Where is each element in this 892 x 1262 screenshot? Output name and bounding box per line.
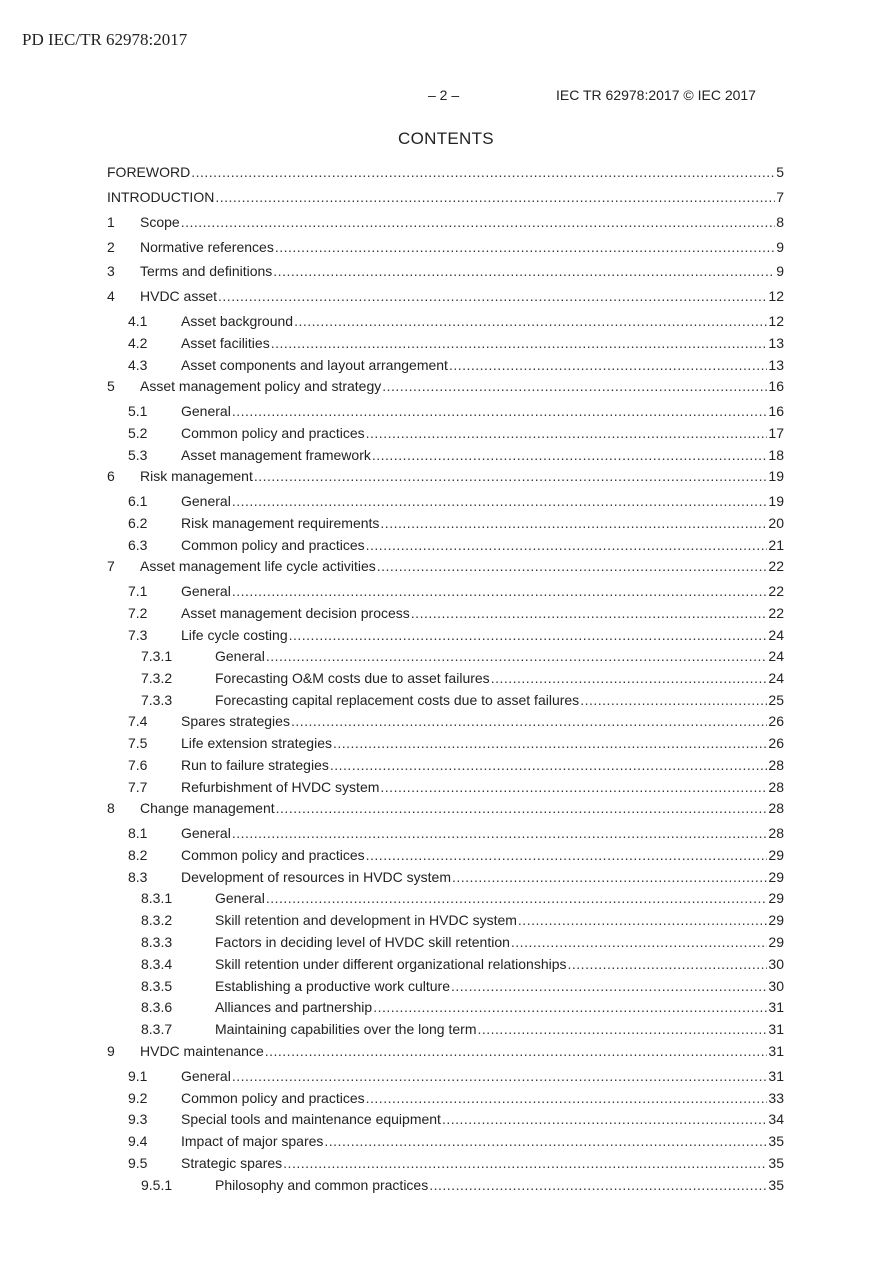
toc-entry-number: 4 — [107, 288, 115, 304]
toc-entry[interactable] — [107, 799, 784, 817]
toc-entry-title: General — [215, 648, 265, 664]
toc-entry-page: 22 — [768, 558, 784, 574]
toc-entry-number: 7.4 — [128, 713, 148, 729]
toc-entry-title: Maintaining capabilities over the long term — [215, 1021, 477, 1037]
toc-entry-title: Alliances and partnership — [215, 999, 373, 1015]
toc-entry-title: General — [215, 890, 265, 906]
toc-entry-title: Asset management framework — [181, 447, 371, 463]
dot-leader — [568, 955, 768, 973]
toc-entry-title: Scope — [140, 214, 180, 230]
toc-entry-page: 29 — [768, 847, 784, 863]
dot-leader — [366, 536, 768, 554]
toc-entry-title: Asset management life cycle activities — [140, 558, 376, 574]
toc-entry[interactable] — [128, 1110, 784, 1128]
toc-entry-page: 29 — [768, 912, 784, 928]
dot-leader — [442, 1110, 767, 1128]
toc-entry[interactable] — [128, 312, 784, 330]
dot-leader — [294, 312, 767, 330]
toc-entry[interactable] — [141, 889, 784, 907]
toc-entry-title: Asset facilities — [181, 335, 270, 351]
toc-entry[interactable] — [107, 377, 784, 395]
toc-entry-page: 5 — [776, 164, 784, 180]
toc-entry-title: General — [181, 493, 231, 509]
toc-entry-number: 8 — [107, 800, 115, 816]
toc-entry[interactable] — [128, 756, 784, 774]
dot-leader — [265, 1042, 768, 1060]
toc-entry-number: 4.3 — [128, 357, 148, 373]
toc-entry-page: 25 — [768, 692, 784, 708]
toc-entry[interactable] — [128, 846, 784, 864]
toc-entry[interactable] — [141, 998, 784, 1016]
dot-leader — [232, 402, 768, 420]
toc-entry-page: 19 — [768, 493, 784, 509]
toc-entry[interactable] — [107, 557, 784, 575]
toc-entry-page: 7 — [776, 189, 784, 205]
dot-leader — [382, 377, 767, 395]
toc-entry-page: 12 — [768, 288, 784, 304]
toc-entry-page: 20 — [768, 515, 784, 531]
toc-entry[interactable] — [141, 669, 784, 687]
toc-entry[interactable] — [128, 626, 784, 644]
toc-entry-number: 5.2 — [128, 425, 148, 441]
toc-entry[interactable] — [128, 824, 784, 842]
toc-entry-number: 7.6 — [128, 757, 148, 773]
toc-entry-page: 29 — [768, 934, 784, 950]
toc-entry-page: 21 — [768, 537, 784, 553]
toc-entry-title: Life cycle costing — [181, 627, 288, 643]
dot-leader — [491, 669, 768, 687]
toc-entry-title: Forecasting O&M costs due to asset failures — [215, 670, 490, 686]
toc-entry[interactable] — [128, 778, 784, 796]
toc-entry-number: 5.1 — [128, 403, 148, 419]
dot-leader — [366, 846, 768, 864]
toc-entry-page: 35 — [768, 1133, 784, 1149]
dot-leader — [380, 514, 767, 532]
dot-leader — [191, 163, 775, 181]
toc-entry-number: 6.2 — [128, 515, 148, 531]
toc-entry-page: 29 — [768, 890, 784, 906]
toc-entry-title: Asset components and layout arrangement — [181, 357, 448, 373]
toc-entry-page: 31 — [768, 999, 784, 1015]
dot-leader — [429, 1176, 767, 1194]
toc-entry[interactable] — [141, 977, 784, 995]
dot-leader — [380, 778, 767, 796]
toc-entry-page: 8 — [776, 214, 784, 230]
toc-entry[interactable] — [107, 1042, 784, 1060]
toc-entry-number: 5.3 — [128, 447, 148, 463]
toc-entry[interactable] — [141, 647, 784, 665]
toc-entry[interactable] — [141, 691, 784, 709]
toc-entry-page: 22 — [768, 583, 784, 599]
toc-entry-title: Asset management decision process — [181, 605, 410, 621]
toc-entry[interactable] — [141, 1176, 784, 1194]
toc-entry-title: Common policy and practices — [181, 537, 365, 553]
dot-leader — [271, 334, 768, 352]
dot-leader — [275, 238, 775, 256]
toc-entry-page: 24 — [768, 627, 784, 643]
dot-leader — [333, 734, 767, 752]
toc-entry-page: 17 — [768, 425, 784, 441]
toc-entry-title: FOREWORD — [107, 164, 191, 180]
dot-leader — [377, 557, 768, 575]
dot-leader — [181, 213, 776, 231]
toc-entry-title: General — [181, 1068, 231, 1084]
toc-entry-title: Common policy and practices — [181, 1090, 365, 1106]
toc-entry-number: 7.3.3 — [141, 692, 173, 708]
toc-entry-page: 29 — [768, 869, 784, 885]
toc-entry-page: 22 — [768, 605, 784, 621]
toc-entry-page: 28 — [768, 779, 784, 795]
dot-leader — [289, 626, 768, 644]
dot-leader — [266, 889, 768, 907]
toc-entry[interactable] — [141, 911, 784, 929]
toc-entry-number: 9.1 — [128, 1068, 148, 1084]
toc-entry-title: HVDC maintenance — [140, 1043, 264, 1059]
toc-entry-page: 31 — [768, 1068, 784, 1084]
toc-entry-number: 8.2 — [128, 847, 148, 863]
toc-entry-title: Asset management policy and strategy — [140, 378, 382, 394]
toc-entry-number: 2 — [107, 239, 115, 255]
toc-entry-title: INTRODUCTION — [107, 189, 215, 205]
toc-entry-page: 30 — [768, 978, 784, 994]
toc-entry-title: Spares strategies — [181, 713, 290, 729]
dot-leader — [215, 188, 775, 206]
dot-leader — [511, 933, 768, 951]
dot-leader — [449, 356, 767, 374]
toc-entry-title: Impact of major spares — [181, 1133, 324, 1149]
toc-entry-number: 9.5.1 — [141, 1177, 173, 1193]
toc-entry[interactable] — [128, 514, 784, 532]
dot-leader — [232, 582, 768, 600]
dot-leader — [232, 492, 768, 510]
toc-entry-number: 8.3.4 — [141, 956, 173, 972]
toc-entry[interactable] — [141, 933, 784, 951]
toc-entry-page: 12 — [768, 313, 784, 329]
toc-entry-number: 7.3.2 — [141, 670, 173, 686]
toc-entry-title: Risk management — [140, 468, 253, 484]
toc-entry-number: 7.5 — [128, 735, 148, 751]
toc-entry[interactable] — [128, 582, 784, 600]
toc-entry[interactable] — [107, 213, 784, 231]
toc-entry-number: 9.2 — [128, 1090, 148, 1106]
toc-entry-title: Asset background — [181, 313, 294, 329]
toc-entry-page: 9 — [776, 263, 784, 279]
toc-entry-page: 28 — [768, 800, 784, 816]
toc-entry-title: Change management — [140, 800, 275, 816]
toc-entry-title: Run to failure strategies — [181, 757, 329, 773]
toc-entry-page: 16 — [768, 403, 784, 419]
toc-entry-title: Common policy and practices — [181, 847, 365, 863]
dot-leader — [283, 1154, 767, 1172]
toc-entry[interactable] — [128, 712, 784, 730]
dot-leader — [452, 868, 767, 886]
toc-entry[interactable] — [141, 955, 784, 973]
toc-entry-page: 28 — [768, 825, 784, 841]
toc-entry-page: 30 — [768, 956, 784, 972]
dot-leader — [273, 262, 775, 280]
toc-entry[interactable] — [128, 492, 784, 510]
dot-leader — [266, 647, 768, 665]
toc-entry[interactable] — [128, 1067, 784, 1085]
toc-entry-page: 24 — [768, 648, 784, 664]
toc-entry[interactable] — [107, 287, 784, 305]
toc-entry-title: Skill retention and development in HVDC system — [215, 912, 517, 928]
toc-entry-number: 8.3.5 — [141, 978, 173, 994]
toc-entry-page: 16 — [768, 378, 784, 394]
toc-entry-title: Terms and definitions — [140, 263, 273, 279]
page-number: – 2 – — [428, 87, 460, 103]
toc-entry-number: 6.3 — [128, 537, 148, 553]
toc-entry-title: Factors in deciding level of HVDC skill retention — [215, 934, 510, 950]
toc-entry-title: Forecasting capital replacement costs due to asset failures — [215, 692, 580, 708]
dot-leader — [372, 446, 768, 464]
toc-entry-number: 8.3.2 — [141, 912, 173, 928]
toc-entry-title: Risk management requirements — [181, 515, 380, 531]
toc-entry-page: 24 — [768, 670, 784, 686]
dot-leader — [254, 467, 768, 485]
toc-entry-page: 33 — [768, 1090, 784, 1106]
publication-reference: IEC TR 62978:2017 © IEC 2017 — [556, 87, 756, 103]
toc-entry[interactable] — [128, 1132, 784, 1150]
toc-entry-page: 18 — [768, 447, 784, 463]
dot-leader — [451, 977, 767, 995]
toc-entry[interactable] — [128, 1154, 784, 1172]
toc-entry[interactable] — [128, 868, 784, 886]
dot-leader — [580, 691, 767, 709]
toc-entry-title: Philosophy and common practices — [215, 1177, 429, 1193]
toc-entry-page: 35 — [768, 1155, 784, 1171]
toc-entry-page: 19 — [768, 468, 784, 484]
toc-entry-title: General — [181, 403, 231, 419]
toc-entry-number: 5 — [107, 378, 115, 394]
toc-entry-page: 26 — [768, 713, 784, 729]
toc-entry-number: 1 — [107, 214, 115, 230]
dot-leader — [366, 1089, 768, 1107]
toc-entry[interactable] — [107, 262, 784, 280]
toc-entry[interactable] — [128, 424, 784, 442]
toc-entry[interactable] — [128, 734, 784, 752]
toc-entry-number: 6.1 — [128, 493, 148, 509]
toc-entry-title: Special tools and maintenance equipment — [181, 1111, 441, 1127]
toc-entry[interactable] — [128, 604, 784, 622]
dot-leader — [330, 756, 768, 774]
toc-entry-title: Establishing a productive work culture — [215, 978, 451, 994]
toc-entry-number: 8.1 — [128, 825, 148, 841]
toc-entry-page: 34 — [768, 1111, 784, 1127]
toc-entry[interactable] — [107, 163, 784, 181]
toc-entry-number: 8.3.1 — [141, 890, 173, 906]
toc-entry-number: 8.3.6 — [141, 999, 173, 1015]
dot-leader — [232, 824, 768, 842]
toc-entry[interactable] — [128, 334, 784, 352]
toc-entry-number: 3 — [107, 263, 115, 279]
toc-entry-number: 8.3 — [128, 869, 148, 885]
toc-entry-title: General — [181, 825, 231, 841]
toc-entry-title: Life extension strategies — [181, 735, 332, 751]
toc-entry-number: 4.1 — [128, 313, 148, 329]
toc-entry-page: 31 — [768, 1021, 784, 1037]
toc-entry[interactable] — [141, 1020, 784, 1038]
toc-entry[interactable] — [107, 188, 784, 206]
dot-leader — [324, 1132, 767, 1150]
dot-leader — [366, 424, 768, 442]
toc-entry-number: 8.3.3 — [141, 934, 173, 950]
toc-entry-number: 7.2 — [128, 605, 148, 621]
toc-entry-title: Common policy and practices — [181, 425, 365, 441]
dot-leader — [518, 911, 768, 929]
dot-leader — [373, 998, 767, 1016]
toc-entry[interactable] — [128, 356, 784, 374]
toc-entry-number: 7.3 — [128, 627, 148, 643]
toc-entry[interactable] — [128, 1089, 784, 1107]
toc-entry-page: 9 — [776, 239, 784, 255]
toc-entry-title: Strategic spares — [181, 1155, 283, 1171]
toc-entry[interactable] — [107, 238, 784, 256]
dot-leader — [411, 604, 768, 622]
toc-entry-page: 28 — [768, 757, 784, 773]
toc-entry-number: 8.3.7 — [141, 1021, 173, 1037]
toc-title: CONTENTS — [398, 129, 494, 148]
toc-entry-number: 6 — [107, 468, 115, 484]
toc-entry-page: 13 — [768, 357, 784, 373]
dot-leader — [218, 287, 767, 305]
toc-entry-number: 7.7 — [128, 779, 148, 795]
toc-entry-number: 7 — [107, 558, 115, 574]
toc-entry-title: Refurbishment of HVDC system — [181, 779, 380, 795]
toc-entry-number: 9.5 — [128, 1155, 148, 1171]
toc-entry-page: 35 — [768, 1177, 784, 1193]
toc-entry[interactable] — [107, 467, 784, 485]
toc-entry-number: 7.3.1 — [141, 648, 173, 664]
document-reference: PD IEC/TR 62978:2017 — [22, 30, 188, 49]
toc-entry-number: 4.2 — [128, 335, 148, 351]
dot-leader — [276, 799, 768, 817]
dot-leader — [477, 1020, 767, 1038]
toc-entry-title: General — [181, 583, 231, 599]
toc-entry-number: 9.4 — [128, 1133, 148, 1149]
dot-leader — [232, 1067, 768, 1085]
toc-entry-page: 31 — [768, 1043, 784, 1059]
toc-entry-page: 26 — [768, 735, 784, 751]
toc-entry-number: 7.1 — [128, 583, 148, 599]
toc-entry[interactable] — [128, 446, 784, 464]
toc-entry[interactable] — [128, 536, 784, 554]
toc-entry-title: Development of resources in HVDC system — [181, 869, 451, 885]
toc-entry-title: HVDC asset — [140, 288, 218, 304]
toc-entry-number: 9 — [107, 1043, 115, 1059]
toc-entry-title: Skill retention under different organizational relationships — [215, 956, 567, 972]
toc-entry-number: 9.3 — [128, 1111, 148, 1127]
toc-entry-page: 13 — [768, 335, 784, 351]
toc-entry-title: Normative references — [140, 239, 274, 255]
dot-leader — [291, 712, 767, 730]
toc-entry[interactable] — [128, 402, 784, 420]
